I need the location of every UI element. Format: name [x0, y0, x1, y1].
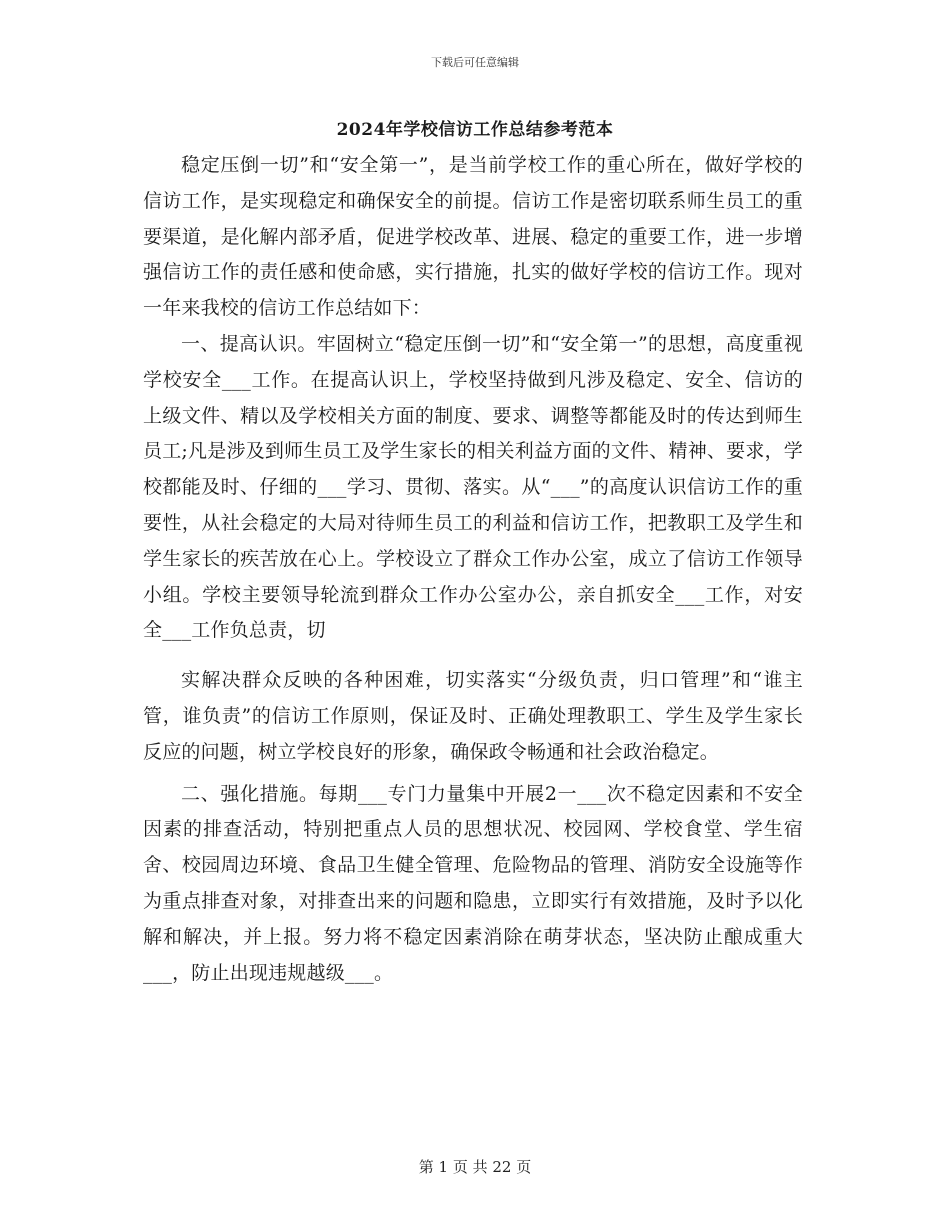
paragraph-intro: 稳定压倒一切”和“安全第一”，是当前学校工作的重心所在，做好学校的信访工作，是实现稳定和确保安全的前提。信访工作是密切联系师生员工的重要渠道，是化解内部矛盾，促进学校改革、进展、稳定的重要工作，进一步增强信访工作的责任感和使命感，实行措施，扎实的做好学校的信访工作。现对一年来我校的信访工作总结如下：: [143, 154, 803, 320]
page-number: 第 1 页 共 22 页: [418, 1158, 532, 1176]
document-title: 2024年学校信访工作总结参考范本: [336, 120, 614, 140]
paragraph-section-1: 一、提高认识。牢固树立“稳定压倒一切”和“安全第一”的思想，高度重视学校安全___工作。在提高认识上，学校坚持做到凡涉及稳定、安全、信访的上级文件、精以及学校相关方面的制度、要求、调整等都能及时的传达到师生员工;凡是涉及到师生员工及学生家长的相关利益方面的文件、精神、要求，学校都能及时、仔细的___学习、贯彻、落实。从“___”的高度认识信访工作的重要性，从社会稳定的大局对待师生员工的利益和信访工作，把教职工及学生和学生家长的疾苦放在心上。学校设立了群众工作办公室，成立了信访工作领导小组。学校主要领导轮流到群众工作办公室办公，亲自抓安全___工作，对安全___工作负总责，切: [143, 332, 803, 642]
page-header-note: 下载后可任意编辑: [431, 56, 519, 69]
document-body: [143, 148, 803, 991]
paragraph-section-1-continued: 实解决群众反映的各种困难，切实落实“分级负责，归口管理”和“谁主管，谁负责”的信访工作原则，保证及时、正确处理教职工、学生及学生家长反应的问题，树立学校良好的形象，确保政令畅通和社会政治稳定。: [143, 669, 803, 763]
paragraph-section-2: 二、强化措施。每期___专门力量集中开展2一___次不稳定因素和不安全因素的排查活动，特别把重点人员的思想状况、校园网、学校食堂、学生宿舍、校园周边环境、食品卫生健全管理、危险物品的管理、消防安全设施等作为重点排查对象，对排查出来的问题和隐患，立即实行有效措施，及时予以化解和解决，并上报。努力将不稳定因素消除在萌芽状态，坚决防止酿成重大___，防止出现违规越级___。: [143, 782, 803, 984]
